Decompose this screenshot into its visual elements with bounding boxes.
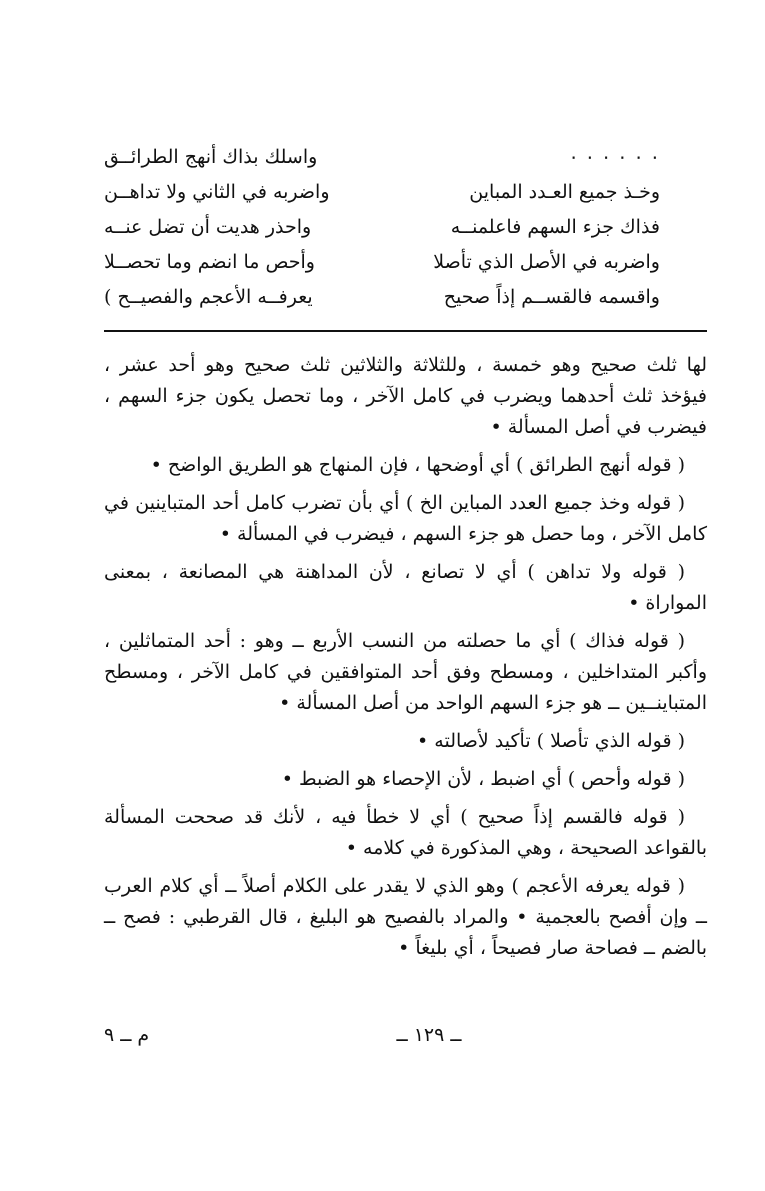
verse-first-hemistich: وخـذ جميع العـدد المباين bbox=[469, 181, 660, 203]
verse-first-hemistich: واقسمه فالقســم إذاً صحيح bbox=[443, 286, 660, 308]
verse-line bbox=[104, 140, 660, 175]
verse-second-hemistich: واسلك بذاك أنهج الطرائــق bbox=[104, 146, 318, 168]
commentary-paragraph: ( قوله يعرفه الأعجم ) وهو الذي لا يقدر على الكلام أصلاً ــ أي كلام العرب ــ وإن أفصح بالعجمية • والمراد بالفصيح هو البليغ ، قال القرطبي : فصح ــ بالضم ــ فصاحة صار فصيحاً ، أي بليغاً • bbox=[104, 875, 707, 959]
poem-block bbox=[104, 140, 660, 315]
commentary-paragraph: ( قوله وخذ جميع العدد المباين الخ ) أي بأن تضرب كامل أحد المتباينين في كامل الآخر ، وما حصل هو جزء السهم ، فيضرب في المسألة • bbox=[104, 492, 707, 545]
commentary-paragraph: ( قوله الذي تأصلا ) تأكيد لأصالته • bbox=[417, 730, 685, 752]
verse-line bbox=[104, 175, 660, 210]
verse-line bbox=[104, 245, 660, 280]
verse-first-hemistich: ٠ ٠ ٠ ٠ ٠ ٠ bbox=[568, 146, 660, 168]
verse-second-hemistich: واضربه في الثاني ولا تداهــن bbox=[104, 181, 330, 203]
verse-line bbox=[104, 210, 660, 245]
verse-first-hemistich: واضربه في الأصل الذي تأصلا bbox=[433, 251, 660, 273]
commentary-paragraph: ( قوله فالقسم إذاً صحيح ) أي لا خطأ فيه ، لأنك قد صححت المسألة بالقواعد الصحيحة ، وهي المذكورة في كلامه • bbox=[104, 806, 707, 859]
verse-second-hemistich: يعرفــه الأعجم والفصيــح ) bbox=[104, 286, 313, 308]
commentary-paragraph: ( قوله أنهج الطرائق ) أي أوضحها ، فإن المنهاج هو الطريق الواضح • bbox=[150, 454, 685, 476]
commentary-paragraph: ( قوله ولا تداهن ) أي لا تصانع ، لأن المداهنة هي المصانعة ، بمعنى المواراة • bbox=[104, 561, 707, 614]
commentary-block bbox=[104, 350, 707, 971]
verse-first-hemistich: فذاك جزء السهم فاعلمنــه bbox=[450, 216, 660, 238]
verse-second-hemistich: واحذر هديت أن تضل عنــه bbox=[104, 216, 312, 238]
commentary-paragraph: ( قوله وأحص ) أي اضبط ، لأن الإحصاء هو الضبط • bbox=[281, 768, 685, 790]
separator-rule bbox=[104, 330, 707, 332]
verse-second-hemistich: وأحص ما انضم وما تحصــلا bbox=[104, 251, 315, 273]
page-number: ــ ١٢٩ ــ bbox=[396, 1024, 462, 1046]
commentary-paragraph: لها ثلث صحيح وهو خمسة ، وللثلاثة والثلاثين ثلث صحيح وهو أحد عشر ، فيؤخذ ثلث أحدهما ويضرب في كامل الآخر ، وما تحصل يكون جزء السهم ، فيضرب في أصل المسألة • bbox=[104, 354, 707, 438]
signature-mark: م ــ ٩ bbox=[104, 1024, 150, 1046]
commentary-paragraph: ( قوله فذاك ) أي ما حصلته من النسب الأربع ــ وهو : أحد المتماثلين ، وأكبر المتداخلين ، ومسطح وفق أحد المتوافقين في كامل الآخر ، ومسطح المتباينــين ــ هو جزء السهم الواحد من أصل المسألة • bbox=[104, 630, 707, 714]
verse-line bbox=[104, 280, 660, 315]
page-footer bbox=[104, 1020, 707, 1050]
